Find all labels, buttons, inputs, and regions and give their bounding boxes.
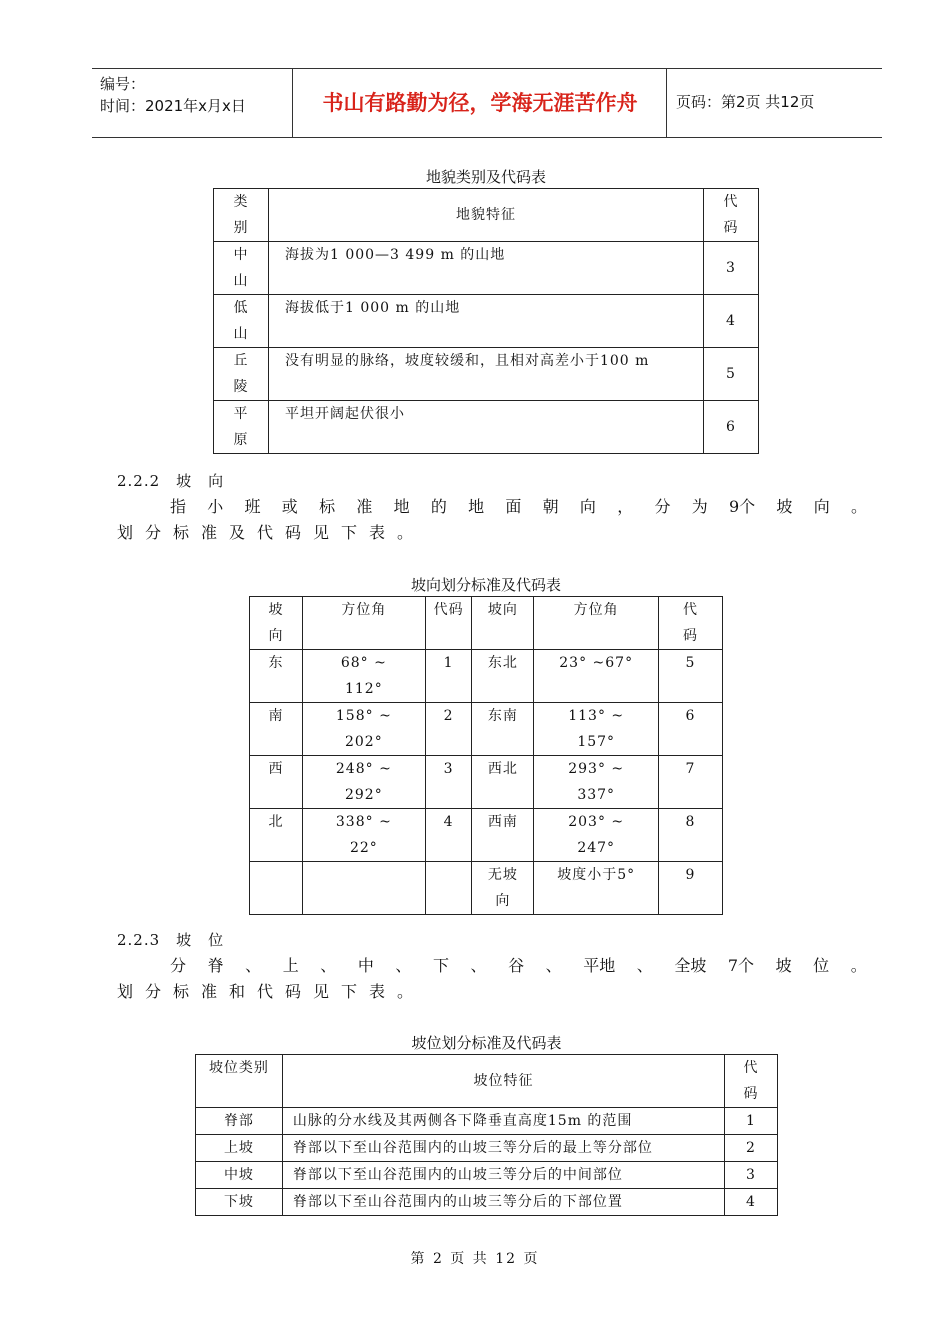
paragraph-token: 标 xyxy=(319,497,336,516)
slope-position-code: 1 xyxy=(725,1108,778,1135)
paragraph-token: 全坡 xyxy=(674,956,707,975)
aspect-name: 南 xyxy=(250,703,303,756)
paragraph-token: 向 xyxy=(813,497,830,516)
slope-position-type: 中坡 xyxy=(196,1162,283,1189)
time-label: 时间：2021年x月x日 xyxy=(100,97,246,115)
slope-position-feature: 脊部以下至山谷范围内的山坡三等分后的最上等分部位 xyxy=(282,1135,724,1162)
paragraph-token: 9个 xyxy=(728,497,756,516)
landform-feature: 平坦开阔起伏很小 xyxy=(268,401,703,454)
slope-position-feature: 山脉的分水线及其两侧各下降垂直高度15m 的范围 xyxy=(282,1108,724,1135)
paragraph-token: 。 xyxy=(850,956,867,975)
table-row xyxy=(250,650,723,703)
landform-feature: 海拔为1 000—3 499 m 的山地 xyxy=(268,242,703,295)
column-header: 坡向 xyxy=(472,597,534,650)
table-row xyxy=(250,756,723,809)
paragraph-token: 小 xyxy=(207,497,224,516)
slope-position-feature: 脊部以下至山谷范围内的山坡三等分后的中间部位 xyxy=(282,1162,724,1189)
page-header xyxy=(92,68,882,138)
header-meta xyxy=(100,73,246,117)
azimuth-range xyxy=(302,862,425,915)
header-divider xyxy=(666,69,667,137)
landform-type: 低山 xyxy=(214,295,269,348)
landform-feature: 没有明显的脉络，坡度较缓和，且相对高差小于100 m xyxy=(268,348,703,401)
paragraph-token: 谷 xyxy=(508,956,525,975)
aspect-code: 5 xyxy=(659,650,723,703)
paragraph-token: 。 xyxy=(850,497,867,516)
aspect-name: 东 xyxy=(250,650,303,703)
aspect-name: 西 xyxy=(250,756,303,809)
table-header-row xyxy=(214,189,759,242)
azimuth-range: 113° ~ 157° xyxy=(534,703,659,756)
table-row xyxy=(196,1162,778,1189)
paragraph-token: 、 xyxy=(245,956,262,975)
azimuth-range: 68° ~ 112° xyxy=(302,650,425,703)
landform-type: 平原 xyxy=(214,401,269,454)
slope-position-type: 下坡 xyxy=(196,1189,283,1216)
aspect-name: 东南 xyxy=(472,703,534,756)
azimuth-range: 293° ~ 337° xyxy=(534,756,659,809)
paragraph-line xyxy=(117,953,867,979)
paragraph-token: 7个 xyxy=(727,956,755,975)
aspect-name: 西南 xyxy=(472,809,534,862)
table-row xyxy=(250,809,723,862)
column-header: 代码 xyxy=(704,189,759,242)
header-motto: 书山有路勤为径，学海无涯苦作舟 xyxy=(322,91,638,115)
slope-position-type: 上坡 xyxy=(196,1135,283,1162)
paragraph-token: ， xyxy=(617,497,634,516)
table-header-row xyxy=(250,597,723,650)
slope-position-code: 4 xyxy=(725,1189,778,1216)
landform-code: 6 xyxy=(704,401,759,454)
aspect-name xyxy=(250,862,303,915)
paragraph-token: 上 xyxy=(282,956,299,975)
azimuth-range: 203° ~ 247° xyxy=(534,809,659,862)
table-row xyxy=(196,1135,778,1162)
paragraph-token: 班 xyxy=(244,497,261,516)
slope-position-code: 3 xyxy=(725,1162,778,1189)
slope-position-code: 2 xyxy=(725,1135,778,1162)
column-header: 地貌特征 xyxy=(268,189,703,242)
paragraph-token: 坡 xyxy=(775,956,792,975)
landform-feature: 海拔低于1 000 m 的山地 xyxy=(268,295,703,348)
paragraph-token: 分 xyxy=(170,956,187,975)
table-caption: 地貌类别及代码表 xyxy=(425,168,546,186)
landform-code: 4 xyxy=(704,295,759,348)
table-caption: 坡向划分标准及代码表 xyxy=(410,576,561,594)
landform-code: 5 xyxy=(704,348,759,401)
table-row xyxy=(214,295,759,348)
paragraph-token: 面 xyxy=(505,497,522,516)
landform-type: 中山 xyxy=(214,242,269,295)
paragraph-token: 、 xyxy=(545,956,562,975)
header-divider xyxy=(292,69,293,137)
column-header: 坡向 xyxy=(250,597,303,650)
column-header: 坡位类别 xyxy=(196,1055,283,1108)
paragraph-token: 脊 xyxy=(207,956,224,975)
column-header: 代码 xyxy=(725,1055,778,1108)
code-label: 编号： xyxy=(100,75,146,93)
section-paragraph xyxy=(117,494,867,546)
paragraph-line: 划分标准及代码见下表。 xyxy=(117,523,426,542)
aspect-code: 3 xyxy=(425,756,472,809)
paragraph-token: 向 xyxy=(579,497,596,516)
slope-position-feature: 脊部以下至山谷范围内的山坡三等分后的下部位置 xyxy=(282,1189,724,1216)
column-header: 方位角 xyxy=(534,597,659,650)
paragraph-token: 中 xyxy=(357,956,374,975)
header-page-number: 页码：第2页 共12页 xyxy=(676,93,815,111)
column-header: 代码 xyxy=(425,597,472,650)
section-heading: 2.2.3 坡 位 xyxy=(117,931,225,949)
landform-code: 3 xyxy=(704,242,759,295)
section-heading: 2.2.2 坡 向 xyxy=(117,472,225,490)
paragraph-token: 地 xyxy=(468,497,485,516)
aspect-table xyxy=(249,596,723,915)
table-row xyxy=(214,242,759,295)
column-header: 方位角 xyxy=(302,597,425,650)
paragraph-token: 分 xyxy=(654,497,671,516)
column-header: 代码 xyxy=(659,597,723,650)
azimuth-range: 23° ~67° xyxy=(534,650,659,703)
table-header-row xyxy=(196,1055,778,1108)
paragraph-token: 位 xyxy=(813,956,830,975)
paragraph-token: 的 xyxy=(430,497,447,516)
azimuth-range: 248° ~ 292° xyxy=(302,756,425,809)
table-caption: 坡位划分标准及代码表 xyxy=(411,1034,562,1052)
slope-position-type: 脊部 xyxy=(196,1108,283,1135)
paragraph-token: 、 xyxy=(636,956,653,975)
page-footer: 第 2 页 共 12 页 xyxy=(410,1251,540,1267)
paragraph-line xyxy=(117,494,867,520)
column-header: 坡位特征 xyxy=(282,1055,724,1108)
table-row xyxy=(196,1108,778,1135)
paragraph-token: 指 xyxy=(170,497,187,516)
section-paragraph xyxy=(117,953,867,1005)
table-row xyxy=(196,1189,778,1216)
table-row xyxy=(250,703,723,756)
paragraph-line: 划分标准和代码见下表。 xyxy=(117,982,426,1001)
paragraph-token: 、 xyxy=(320,956,337,975)
aspect-code: 4 xyxy=(425,809,472,862)
aspect-name: 无坡向 xyxy=(472,862,534,915)
aspect-code: 8 xyxy=(659,809,723,862)
slope-position-table xyxy=(195,1054,778,1216)
paragraph-token: 或 xyxy=(281,497,298,516)
aspect-code: 1 xyxy=(425,650,472,703)
paragraph-token: 朝 xyxy=(542,497,559,516)
azimuth-range: 坡度小于5° xyxy=(534,862,659,915)
aspect-name: 东北 xyxy=(472,650,534,703)
paragraph-token: 准 xyxy=(356,497,373,516)
aspect-code: 6 xyxy=(659,703,723,756)
aspect-code: 7 xyxy=(659,756,723,809)
aspect-name: 北 xyxy=(250,809,303,862)
paragraph-token: 坡 xyxy=(776,497,793,516)
table-row xyxy=(250,862,723,915)
landform-type: 丘陵 xyxy=(214,348,269,401)
aspect-code: 9 xyxy=(659,862,723,915)
landform-table xyxy=(213,188,759,454)
paragraph-token: 为 xyxy=(691,497,708,516)
table-row xyxy=(214,348,759,401)
paragraph-token: 、 xyxy=(470,956,487,975)
aspect-code xyxy=(425,862,472,915)
azimuth-range: 338° ~ 22° xyxy=(302,809,425,862)
paragraph-token: 平地 xyxy=(583,956,616,975)
aspect-name: 西北 xyxy=(472,756,534,809)
paragraph-token: 下 xyxy=(432,956,449,975)
paragraph-token: 、 xyxy=(395,956,412,975)
table-row xyxy=(214,401,759,454)
azimuth-range: 158° ~ 202° xyxy=(302,703,425,756)
column-header: 类别 xyxy=(214,189,269,242)
aspect-code: 2 xyxy=(425,703,472,756)
paragraph-token: 地 xyxy=(393,497,410,516)
